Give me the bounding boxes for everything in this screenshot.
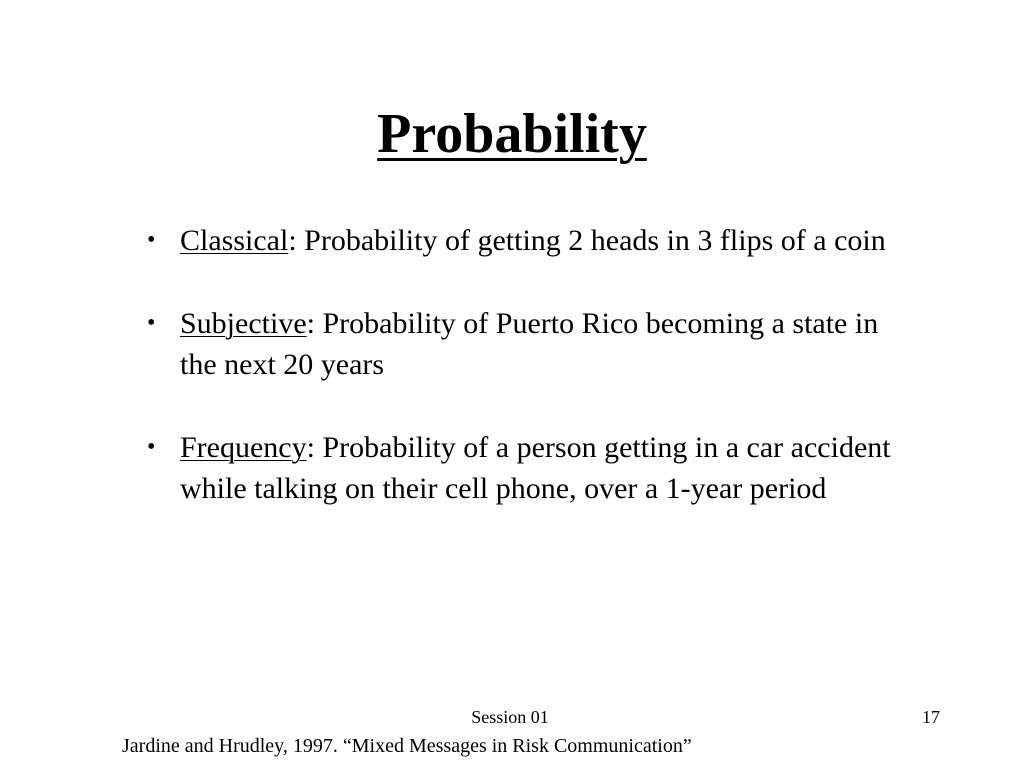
bullet-classical bbox=[147, 220, 907, 261]
bullet-frequency bbox=[147, 427, 907, 509]
bullet-text-frequency: : Probability of a person getting in a car accident while talking on their cell phone, over a 1-year period bbox=[180, 431, 891, 505]
slide-title-text: Probability bbox=[377, 103, 647, 165]
bullet-text-classical: : Probability of getting 2 heads in 3 flips of a coin bbox=[288, 224, 886, 257]
footer-session-label: Session 01 bbox=[471, 707, 549, 727]
footer-citation: Jardine and Hrudley, 1997. “Mixed Messages in Risk Communication” bbox=[122, 735, 692, 757]
bullet-text-subjective: : Probability of Puerto Rico becoming a state in the next 20 years bbox=[180, 307, 879, 381]
bullet-term-subjective: Subjective bbox=[180, 307, 307, 340]
bullet-dot-icon: • bbox=[147, 310, 156, 336]
slide-title bbox=[0, 98, 1024, 170]
bullet-term-frequency: Frequency bbox=[180, 431, 307, 464]
footer-page-number: 17 bbox=[922, 707, 940, 727]
bullet-term-classical: Classical bbox=[180, 224, 289, 257]
bullet-dot-icon: • bbox=[147, 227, 156, 253]
bullet-subjective bbox=[147, 303, 907, 385]
bullet-dot-icon: • bbox=[147, 434, 156, 460]
bullet-list bbox=[147, 220, 907, 551]
